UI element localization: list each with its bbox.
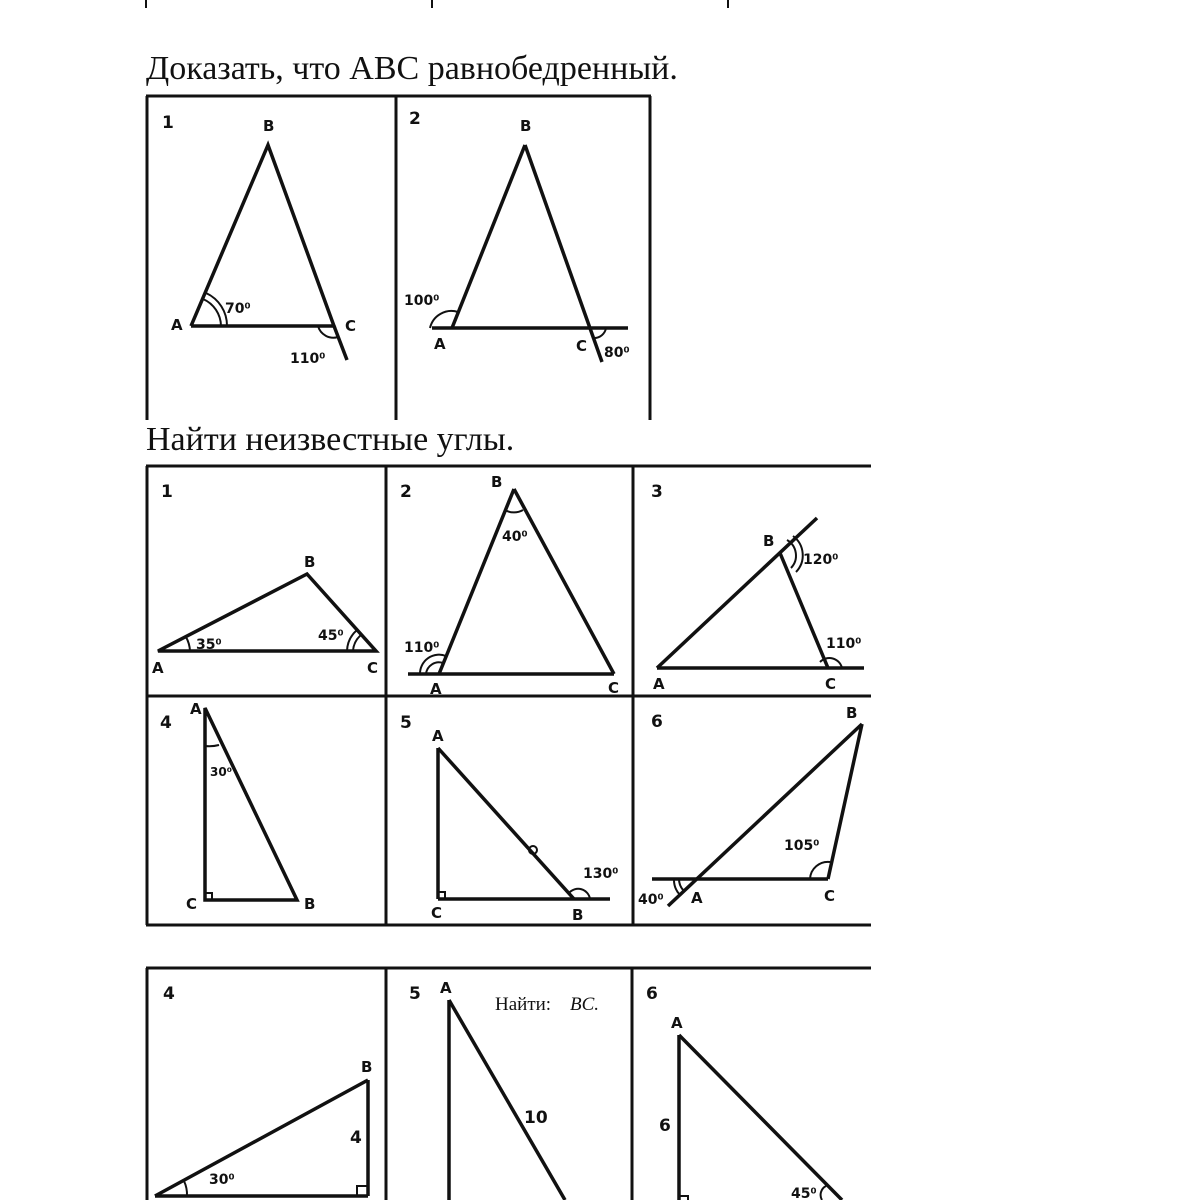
section2-title: Найти неизвестные углы.: [146, 421, 515, 458]
vertex-B: B: [304, 553, 316, 571]
s3-panel-4: [155, 984, 372, 1196]
angle-label: 40⁰: [502, 529, 528, 545]
side-length: 6: [659, 1116, 671, 1136]
panel-number: 6: [646, 984, 658, 1004]
panel-number: 5: [400, 713, 412, 733]
vertex-A: A: [432, 727, 444, 745]
vertex-C: C: [186, 895, 198, 913]
angle-label: 45⁰: [318, 628, 344, 644]
triangle: [652, 724, 862, 906]
vertex-A: A: [171, 316, 183, 334]
vertex-A: A: [671, 1014, 683, 1032]
s2-panel-6: [638, 704, 862, 908]
s3-panel-6: [646, 984, 842, 1200]
angle-arc: [203, 293, 338, 338]
panel-number: 4: [163, 984, 175, 1004]
angle-label: 120⁰: [803, 552, 839, 568]
vertex-C: C: [345, 317, 357, 335]
vertex-C: C: [431, 904, 443, 922]
s1-panel-1: [162, 113, 356, 367]
angle-label: 105⁰: [784, 838, 820, 854]
panel-number: 4: [160, 713, 172, 733]
vertex-A: A: [691, 889, 703, 907]
side-length: 10: [524, 1108, 548, 1128]
s2-panel-5: [400, 713, 618, 924]
panel-number: 3: [651, 482, 663, 502]
angle-label: 40⁰: [638, 892, 664, 908]
side-length: 4: [350, 1128, 362, 1148]
angle-label: 80⁰: [604, 345, 630, 361]
angle-label: 45⁰: [791, 1186, 817, 1200]
vertex-B: B: [572, 906, 584, 924]
vertex-B: B: [763, 532, 775, 550]
vertex-B: B: [361, 1058, 373, 1076]
vertex-B: B: [846, 704, 858, 722]
s2-panel-3: [651, 482, 864, 693]
vertex-B: B: [304, 895, 316, 913]
panel-number: 1: [162, 113, 174, 133]
vertex-B: B: [263, 117, 275, 135]
angle-label: 110⁰: [404, 640, 440, 656]
triangle: [449, 1000, 565, 1200]
angle-label: 100⁰: [404, 293, 440, 309]
triangle: [191, 145, 347, 360]
s2-panel-1: [152, 482, 378, 677]
angle-label: 110⁰: [826, 636, 862, 652]
vertex-A: A: [190, 700, 202, 718]
section1-title: Доказать, что ABC равнобедренный.: [146, 50, 678, 87]
panel-number: 2: [409, 109, 421, 129]
s1-panel-2: [404, 109, 630, 362]
angle-label: 35⁰: [196, 637, 222, 653]
vertex-C: C: [608, 679, 620, 697]
vertex-A: A: [152, 659, 164, 677]
panel-number: 2: [400, 482, 412, 502]
triangle: [155, 1080, 368, 1196]
angle-label: 110⁰: [290, 351, 326, 367]
vertex-B: B: [520, 117, 532, 135]
triangle: [679, 1035, 842, 1200]
panel-number: 5: [409, 984, 421, 1004]
panel-number: 1: [161, 482, 173, 502]
vertex-A: A: [440, 979, 452, 997]
vertex-C: C: [825, 675, 837, 693]
triangle: [205, 708, 297, 900]
angle-label: 130⁰: [583, 866, 619, 882]
s3-panel-5: [409, 979, 599, 1200]
angle-label: 70⁰: [225, 301, 251, 317]
angle-label: 30⁰: [209, 1172, 235, 1188]
vertex-C: C: [824, 887, 836, 905]
vertex-A: A: [434, 335, 446, 353]
angle-label: 30⁰: [210, 765, 232, 779]
vertex-B: B: [491, 473, 503, 491]
s2-panel-2: [400, 473, 619, 698]
task-label: Найти:: [495, 994, 552, 1015]
task-value: BC.: [570, 994, 600, 1015]
vertex-C: C: [367, 659, 379, 677]
vertex-C: C: [576, 337, 588, 355]
triangle: [432, 145, 628, 362]
vertex-A: A: [653, 675, 665, 693]
s2-panel-4: [160, 700, 315, 913]
panel-number: 6: [651, 712, 663, 732]
vertex-A: A: [430, 680, 442, 698]
top-table-fragment: [146, 0, 728, 8]
